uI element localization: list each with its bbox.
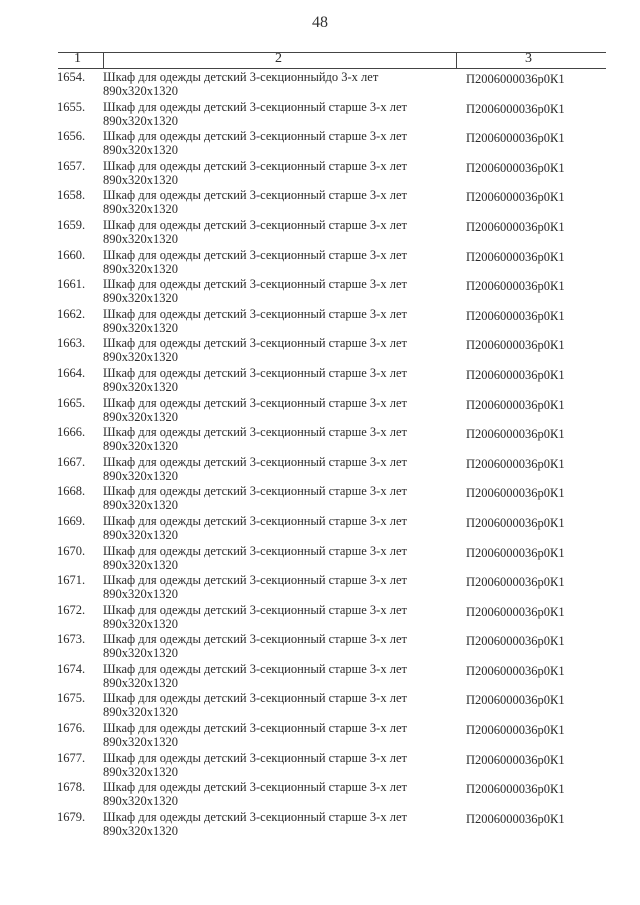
table-row — [0, 396, 640, 426]
row-description — [103, 336, 453, 364]
description-line-2: 890x320x1320 — [103, 823, 178, 838]
description-line-2: 890x320x1320 — [103, 350, 178, 365]
row-number: 1670. — [57, 543, 86, 558]
description-line-2: 890x320x1320 — [103, 675, 178, 690]
row-description — [103, 514, 453, 542]
table-row — [0, 751, 640, 781]
row-code: П2006000036р0К1 — [466, 338, 565, 353]
row-code: П2006000036р0К1 — [466, 456, 565, 471]
row-code: П2006000036р0К1 — [466, 486, 565, 501]
description-line-2: 890x320x1320 — [103, 498, 178, 513]
row-code: П2006000036р0К1 — [466, 545, 565, 560]
description-line-2: 890x320x1320 — [103, 143, 178, 158]
row-description — [103, 544, 453, 572]
row-number: 1679. — [57, 809, 86, 824]
row-description — [103, 396, 453, 424]
table-row — [0, 514, 640, 544]
row-description — [103, 662, 453, 690]
row-number: 1675. — [57, 691, 86, 706]
description-line-2: 890x320x1320 — [103, 409, 178, 424]
table-row — [0, 218, 640, 248]
description-line-2: 890x320x1320 — [103, 261, 178, 276]
row-code: П2006000036р0К1 — [466, 752, 565, 767]
table-row — [0, 721, 640, 751]
description-line-2: 890x320x1320 — [103, 587, 178, 602]
row-number: 1669. — [57, 513, 86, 528]
table-row — [0, 691, 640, 721]
row-number: 1672. — [57, 602, 86, 617]
row-description — [103, 277, 453, 305]
description-line-2: 890x320x1320 — [103, 320, 178, 335]
description-line-1: Шкаф для одежды детский 3-секционный старше 3-х лет — [103, 513, 407, 528]
table-row — [0, 603, 640, 633]
table-row — [0, 573, 640, 603]
row-number: 1677. — [57, 750, 86, 765]
column-header-3: 3 — [525, 51, 532, 66]
description-line-2: 890x320x1320 — [103, 527, 178, 542]
row-code: П2006000036р0К1 — [466, 308, 565, 323]
column-header-1: 1 — [74, 51, 81, 66]
row-number: 1655. — [57, 99, 86, 114]
description-line-2: 890x320x1320 — [103, 764, 178, 779]
table-row — [0, 425, 640, 455]
row-code: П2006000036р0К1 — [466, 160, 565, 175]
row-number: 1665. — [57, 395, 86, 410]
page-number: 48 — [312, 14, 328, 31]
description-line-2: 890x320x1320 — [103, 794, 178, 809]
row-number: 1661. — [57, 277, 86, 292]
table-row — [0, 277, 640, 307]
description-line-1: Шкаф для одежды детский 3-секционный старше 3-х лет — [103, 217, 407, 232]
row-description — [103, 425, 453, 453]
table-row — [0, 484, 640, 514]
row-number: 1659. — [57, 217, 86, 232]
table-body — [0, 70, 640, 839]
row-code: П2006000036р0К1 — [466, 811, 565, 826]
row-code: П2006000036р0К1 — [466, 515, 565, 530]
row-number: 1663. — [57, 336, 86, 351]
description-line-1: Шкаф для одежды детский 3-секционный старше 3-х лет — [103, 454, 407, 469]
row-description — [103, 721, 453, 749]
row-description — [103, 810, 453, 838]
row-code: П2006000036р0К1 — [466, 397, 565, 412]
description-line-1: Шкаф для одежды детский 3-секционный старше 3-х лет — [103, 484, 407, 499]
description-line-1: Шкаф для одежды детский 3-секционный старше 3-х лет — [103, 395, 407, 410]
description-line-2: 890x320x1320 — [103, 705, 178, 720]
row-number: 1656. — [57, 129, 86, 144]
row-number: 1676. — [57, 721, 86, 736]
description-line-1: Шкаф для одежды детский 3-секционныйдо 3-х лет — [103, 70, 379, 84]
description-line-1: Шкаф для одежды детский 3-секционный старше 3-х лет — [103, 573, 407, 588]
description-line-2: 890x320x1320 — [103, 172, 178, 187]
row-code: П2006000036р0К1 — [466, 693, 565, 708]
table-header — [58, 52, 606, 69]
row-description — [103, 159, 453, 187]
row-number: 1662. — [57, 306, 86, 321]
table-row — [0, 780, 640, 810]
description-line-2: 890x320x1320 — [103, 84, 178, 98]
row-description — [103, 780, 453, 808]
row-description — [103, 218, 453, 246]
row-number: 1660. — [57, 247, 86, 262]
description-line-1: Шкаф для одежды детский 3-секционный старше 3-х лет — [103, 602, 407, 617]
description-line-1: Шкаф для одежды детский 3-секционный старше 3-х лет — [103, 721, 407, 736]
description-line-1: Шкаф для одежды детский 3-секционный старше 3-х лет — [103, 691, 407, 706]
description-line-1: Шкаф для одежды детский 3-секционный старше 3-х лет — [103, 425, 407, 440]
row-code: П2006000036р0К1 — [466, 219, 565, 234]
row-number: 1673. — [57, 632, 86, 647]
description-line-2: 890x320x1320 — [103, 557, 178, 572]
table-row — [0, 248, 640, 278]
row-description — [103, 455, 453, 483]
table-row — [0, 159, 640, 189]
row-description — [103, 307, 453, 335]
row-description — [103, 188, 453, 216]
column-header-2: 2 — [275, 51, 282, 66]
description-line-1: Шкаф для одежды детский 3-секционный старше 3-х лет — [103, 188, 407, 203]
description-line-1: Шкаф для одежды детский 3-секционный старше 3-х лет — [103, 99, 407, 114]
description-line-2: 890x320x1320 — [103, 468, 178, 483]
column-divider — [456, 53, 457, 68]
row-number: 1678. — [57, 780, 86, 795]
row-description — [103, 603, 453, 631]
row-description — [103, 632, 453, 660]
description-line-1: Шкаф для одежды детский 3-секционный старше 3-х лет — [103, 543, 407, 558]
row-description — [103, 70, 453, 98]
row-code: П2006000036р0К1 — [466, 367, 565, 382]
table-row — [0, 366, 640, 396]
row-number: 1654. — [57, 70, 86, 84]
description-line-2: 890x320x1320 — [103, 439, 178, 454]
row-description — [103, 366, 453, 394]
column-divider — [103, 53, 104, 68]
table-row — [0, 455, 640, 485]
table-row — [0, 632, 640, 662]
row-code: П2006000036р0К1 — [466, 427, 565, 442]
row-description — [103, 691, 453, 719]
description-line-2: 890x320x1320 — [103, 735, 178, 750]
description-line-1: Шкаф для одежды детский 3-секционный старше 3-х лет — [103, 809, 407, 824]
row-code: П2006000036р0К1 — [466, 663, 565, 678]
row-number: 1666. — [57, 425, 86, 440]
table-row — [0, 810, 640, 840]
row-number: 1657. — [57, 158, 86, 173]
row-description — [103, 751, 453, 779]
description-line-2: 890x320x1320 — [103, 646, 178, 661]
row-number: 1674. — [57, 661, 86, 676]
table-row — [0, 336, 640, 366]
row-code: П2006000036р0К1 — [466, 575, 565, 590]
row-code: П2006000036р0К1 — [466, 782, 565, 797]
table-row — [0, 100, 640, 130]
description-line-1: Шкаф для одежды детский 3-секционный старше 3-х лет — [103, 277, 407, 292]
row-number: 1668. — [57, 484, 86, 499]
description-line-1: Шкаф для одежды детский 3-секционный старше 3-х лет — [103, 750, 407, 765]
table-row — [0, 188, 640, 218]
row-description — [103, 100, 453, 128]
row-code: П2006000036р0К1 — [466, 249, 565, 264]
row-description — [103, 129, 453, 157]
table-row — [0, 544, 640, 574]
row-number: 1658. — [57, 188, 86, 203]
row-code: П2006000036р0К1 — [466, 604, 565, 619]
row-number: 1671. — [57, 573, 86, 588]
description-line-2: 890x320x1320 — [103, 202, 178, 217]
row-code: П2006000036р0К1 — [466, 190, 565, 205]
description-line-1: Шкаф для одежды детский 3-секционный старше 3-х лет — [103, 306, 407, 321]
row-code: П2006000036р0К1 — [466, 101, 565, 116]
row-number: 1664. — [57, 365, 86, 380]
description-line-1: Шкаф для одежды детский 3-секционный старше 3-х лет — [103, 129, 407, 144]
row-description — [103, 248, 453, 276]
description-line-1: Шкаф для одежды детский 3-секционный старше 3-х лет — [103, 661, 407, 676]
description-line-1: Шкаф для одежды детский 3-секционный старше 3-х лет — [103, 247, 407, 262]
description-line-2: 890x320x1320 — [103, 379, 178, 394]
row-code: П2006000036р0К1 — [466, 131, 565, 146]
table-row — [0, 662, 640, 692]
description-line-1: Шкаф для одежды детский 3-секционный старше 3-х лет — [103, 632, 407, 647]
row-code: П2006000036р0К1 — [466, 634, 565, 649]
description-line-2: 890x320x1320 — [103, 231, 178, 246]
row-code: П2006000036р0К1 — [466, 72, 565, 86]
row-description — [103, 484, 453, 512]
row-code: П2006000036р0К1 — [466, 723, 565, 738]
table-row — [0, 307, 640, 337]
row-code: П2006000036р0К1 — [466, 279, 565, 294]
description-line-1: Шкаф для одежды детский 3-секционный старше 3-х лет — [103, 365, 407, 380]
description-line-2: 890x320x1320 — [103, 616, 178, 631]
row-number: 1667. — [57, 454, 86, 469]
description-line-1: Шкаф для одежды детский 3-секционный старше 3-х лет — [103, 780, 407, 795]
description-line-2: 890x320x1320 — [103, 113, 178, 128]
table-row — [0, 70, 640, 100]
description-line-1: Шкаф для одежды детский 3-секционный старше 3-х лет — [103, 158, 407, 173]
row-description — [103, 573, 453, 601]
description-line-2: 890x320x1320 — [103, 291, 178, 306]
table-row — [0, 129, 640, 159]
description-line-1: Шкаф для одежды детский 3-секционный старше 3-х лет — [103, 336, 407, 351]
